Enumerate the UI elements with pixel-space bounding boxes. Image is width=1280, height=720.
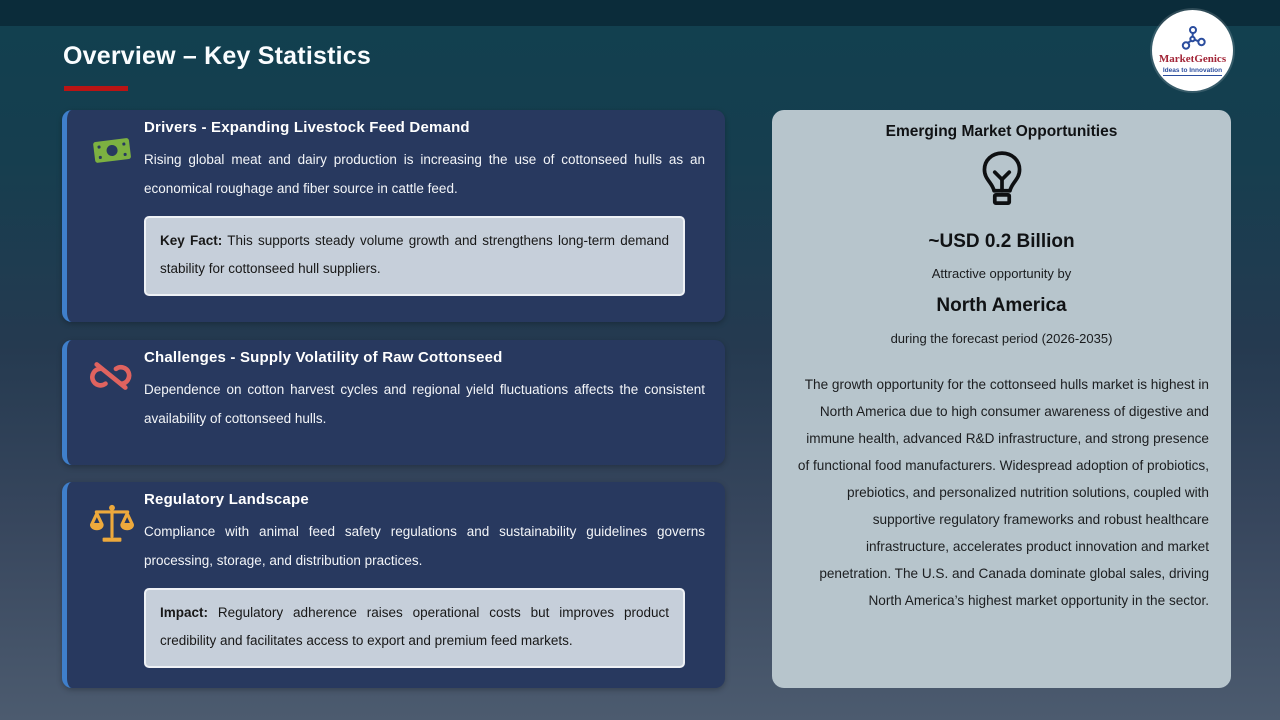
impact-label: Impact: bbox=[160, 605, 209, 620]
opportunity-panel bbox=[772, 110, 1231, 688]
opportunity-description: The growth opportunity for the cottonseed hulls market is highest in North America due to high consumer awareness of digestive and immune health, advanced R&D infrastructure, and strong presence of functional food manufacturers. Widespread adoption of probiotics, prebiotics, and personalized nutrition solutions, coupled with supportive regulatory frameworks and robust healthcare infrastructure, accelerates product innovation and market penetration. The U.S. and Canada dominate global sales, driving North America’s highest market opportunity in the sector. bbox=[797, 377, 1209, 608]
card-drivers-heading: Drivers - Expanding Livestock Feed Demand bbox=[144, 119, 470, 136]
molecule-icon bbox=[1178, 25, 1208, 54]
top-strip bbox=[0, 0, 1280, 26]
impact-box bbox=[144, 588, 685, 668]
card-challenges-body: Dependence on cotton harvest cycles and regional yield fluctuations affects the consistent availability of cottonseed hulls. bbox=[144, 382, 705, 426]
card-regulatory-heading: Regulatory Landscape bbox=[144, 491, 309, 508]
card-challenges bbox=[62, 340, 725, 465]
money-bill-icon bbox=[89, 130, 135, 172]
opportunity-panel-heading: Emerging Market Opportunities bbox=[885, 123, 1118, 140]
broken-link-icon bbox=[89, 356, 135, 398]
card-regulatory-body: Compliance with animal feed safety regulations and sustainability guidelines governs processing, storage, and distribution practices. bbox=[144, 524, 705, 568]
page-title: Overview – Key Statistics bbox=[63, 42, 371, 70]
lightbulb-icon bbox=[794, 150, 1209, 219]
card-drivers bbox=[62, 110, 725, 322]
card-regulatory bbox=[62, 482, 725, 688]
impact-text: Regulatory adherence raises operational costs but improves product credibility and facilitates access to export and premium feed markets. bbox=[160, 605, 669, 648]
card-challenges-heading: Challenges - Supply Volatility of Raw Cottonseed bbox=[144, 349, 503, 366]
logo-brand-text: MarketGenics bbox=[1158, 53, 1227, 65]
balance-scale-icon bbox=[89, 502, 135, 544]
opportunity-period: during the forecast period (2026-2035) bbox=[890, 331, 1113, 346]
key-fact-text: This supports steady volume growth and strengthens long-term demand stability for cottonseed hull suppliers. bbox=[160, 233, 669, 276]
title-underline bbox=[64, 86, 128, 91]
opportunity-subtext: Attractive opportunity by bbox=[931, 266, 1072, 281]
marketgenics-logo bbox=[1152, 10, 1233, 91]
key-fact-box bbox=[144, 216, 685, 296]
opportunity-value: ~USD 0.2 Billion bbox=[928, 231, 1075, 252]
card-drivers-body: Rising global meat and dairy production is increasing the use of cottonseed hulls as an economical roughage and fiber source in cattle feed. bbox=[144, 152, 705, 196]
key-fact-label: Key Fact: bbox=[160, 233, 223, 248]
opportunity-region: North America bbox=[936, 295, 1067, 316]
logo-tagline-text: Ideas to Innovation bbox=[1162, 67, 1223, 74]
